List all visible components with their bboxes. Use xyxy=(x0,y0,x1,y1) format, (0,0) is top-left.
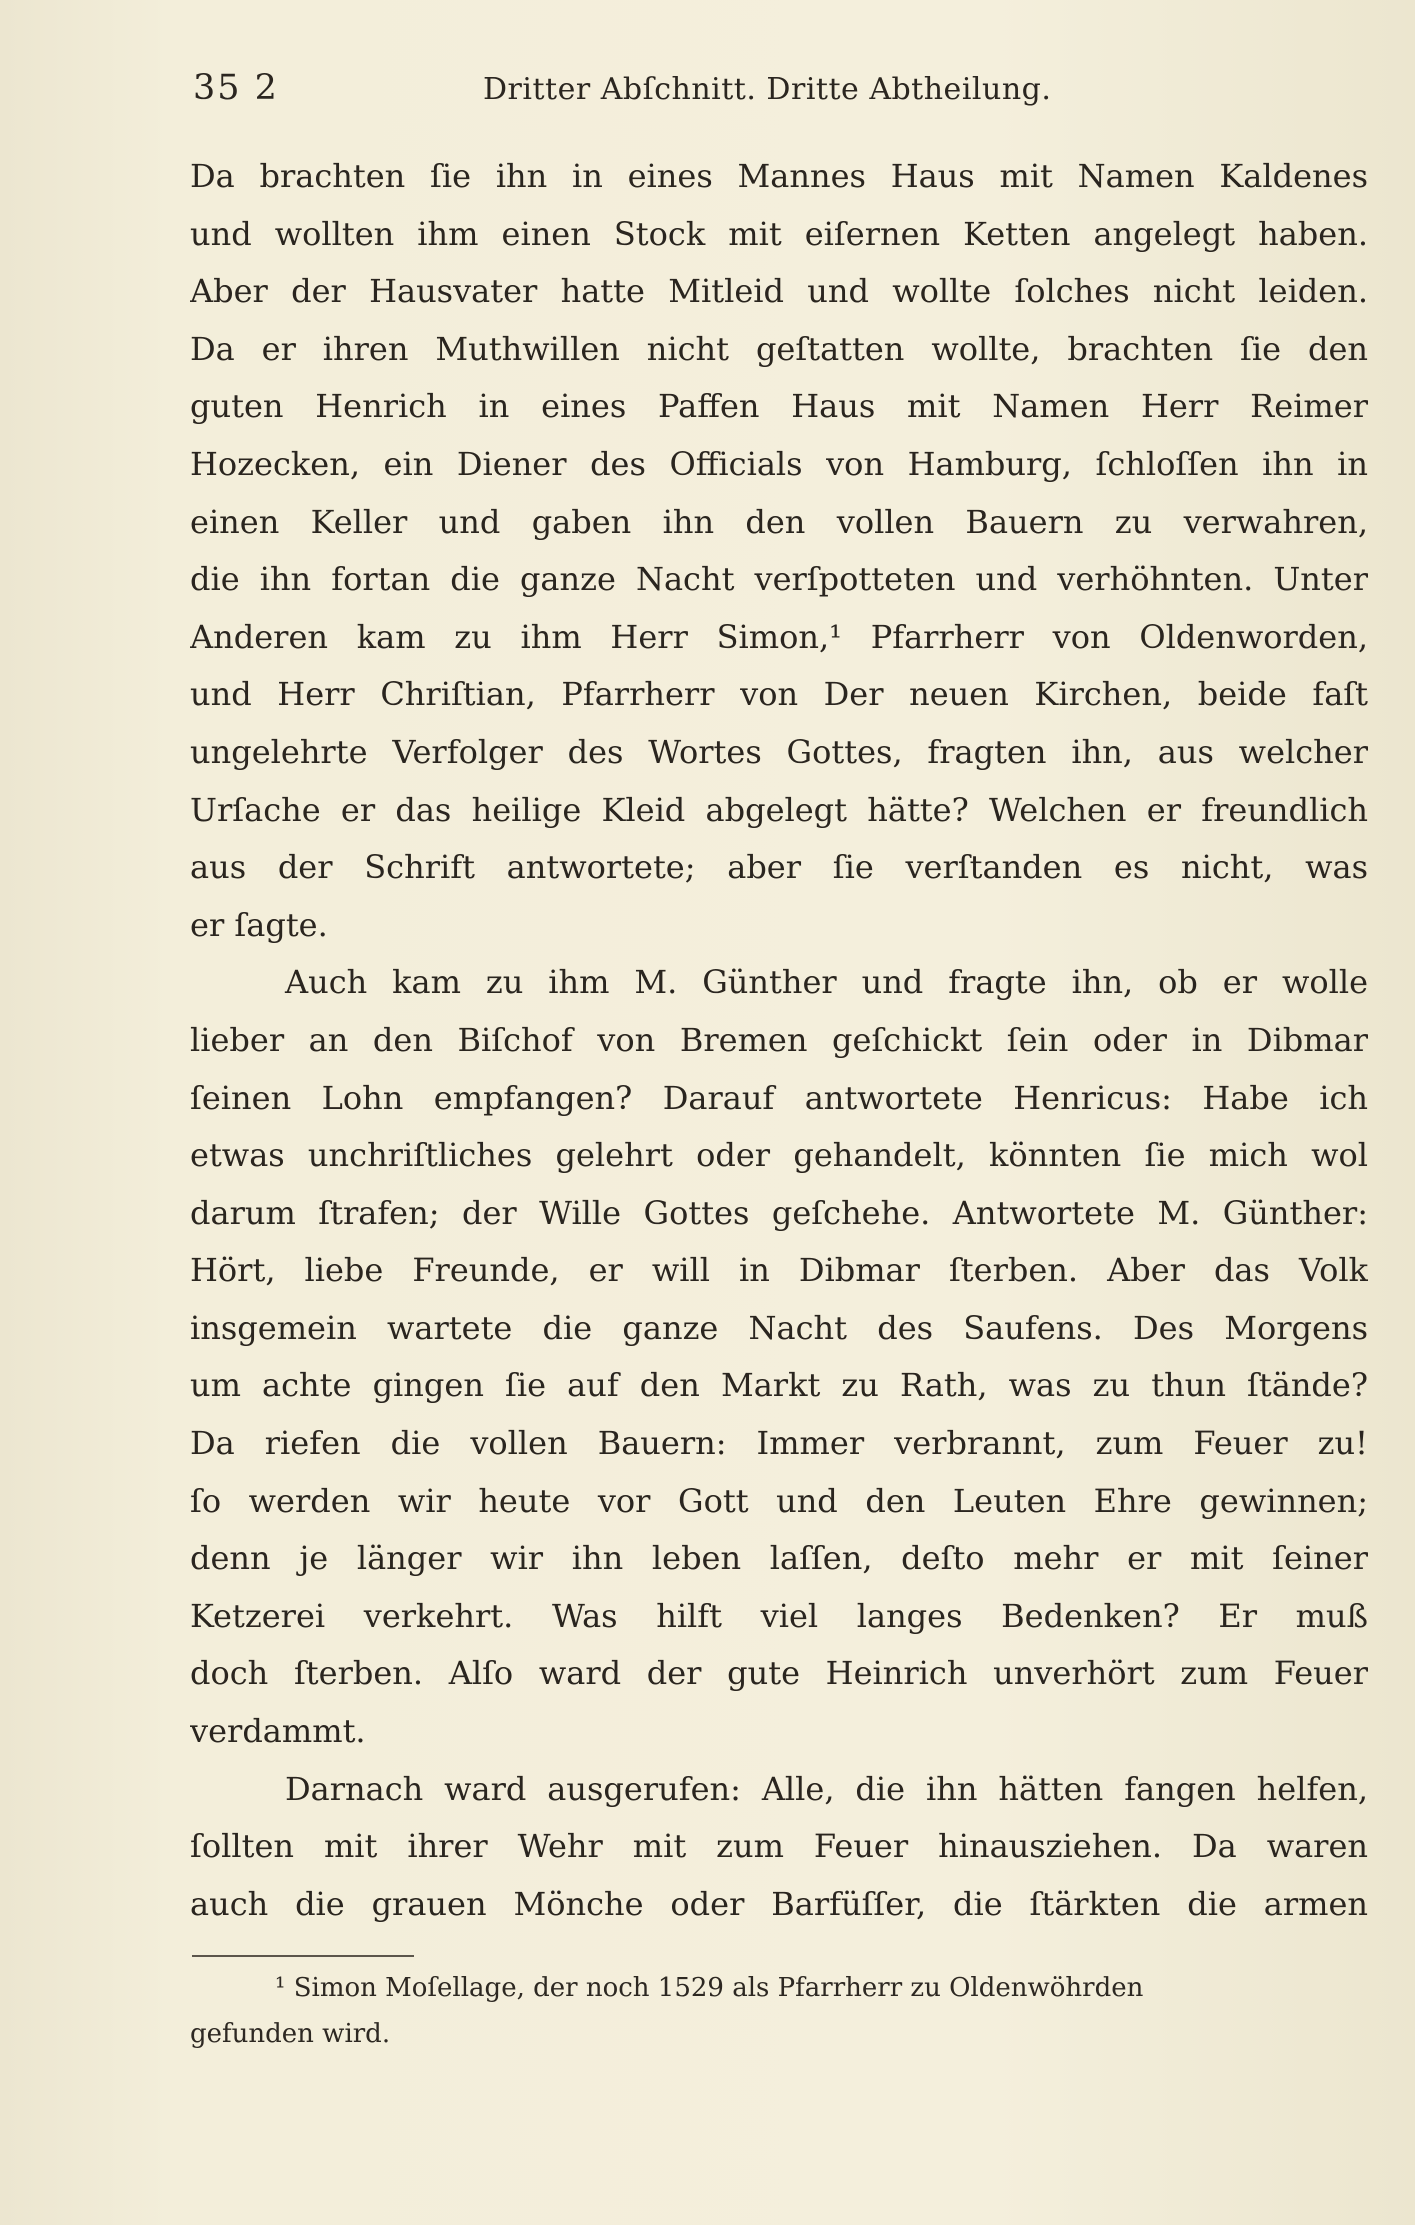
text-line: etwas unchriſtliches gelehrt oder gehandelt, könnten ſie mich wol xyxy=(190,1136,1368,1175)
text-line: Da er ihren Muthwillen nicht geſtatten wollte, brachten ſie den xyxy=(190,329,1368,368)
text-line: lieber an den Biſchof von Bremen geſchickt ſein oder in Dibmar xyxy=(190,1020,1368,1059)
text-line: aus der Schrift antwortete; aber ſie verſtanden es nicht, was xyxy=(190,848,1368,887)
text-line: Aber der Hausvater hatte Mitleid und wollte ſolches nicht leiden. xyxy=(190,272,1368,311)
text-line: und wollten ihm einen Stock mit eiſernen Ketten angelegt haben. xyxy=(190,214,1368,253)
text-line: die ihn fortan die ganze Nacht verſpotteten und verhöhnten. Unter xyxy=(190,560,1368,599)
text-line: einen Keller und gaben ihn den vollen Bauern zu verwahren, xyxy=(190,502,1368,541)
text-line: um achte gingen ſie auf den Markt zu Rath, was zu thun ſtände? xyxy=(190,1366,1368,1405)
running-head: Dritter Abſchnitt. Dritte Abtheilung. xyxy=(483,72,1052,107)
text-line: ſeinen Lohn empfangen? Darauf antwortete Henricus: Habe ich xyxy=(190,1078,1368,1117)
page-number: 35 2 xyxy=(193,68,279,108)
footnote-divider xyxy=(192,1955,414,1957)
text-line: Ketzerei verkehrt. Was hilft viel langes Bedenken? Er muß xyxy=(190,1596,1368,1635)
text-line: Da riefen die vollen Bauern: Immer verbrannt, zum Feuer zu! xyxy=(190,1424,1368,1463)
text-line: Hozecken, ein Diener des Officials von Hamburg, ſchloſſen ihn in xyxy=(190,444,1368,483)
text-line: Auch kam zu ihm M. Günther und fragte ihn, ob er wolle xyxy=(285,963,1368,1002)
text-line: ungelehrte Verfolger des Wortes Gottes, fragten ihn, aus welcher xyxy=(190,732,1368,771)
text-line: Darnach ward ausgerufen: Alle, die ihn hätten fangen helfen, xyxy=(285,1769,1368,1808)
text-line: insgemein wartete die ganze Nacht des Saufens. Des Morgens xyxy=(190,1308,1368,1347)
text-line: Da brachten ſie ihn in eines Mannes Haus mit Namen Kaldenes xyxy=(190,157,1368,195)
footnote xyxy=(190,1965,1385,2057)
text-line: darum ſtrafen; der Wille Gottes geſchehe. Antwortete M. Günther: xyxy=(190,1193,1368,1232)
text-line: doch ſterben. Alſo ward der gute Heinrich unverhört zum Feuer xyxy=(190,1654,1368,1693)
footnote-line: gefunden wird. xyxy=(190,2019,391,2049)
page-header xyxy=(193,68,1383,118)
text-line: verdammt. xyxy=(190,1712,366,1751)
text-line: und Herr Chriſtian, Pfarrherr von Der neuen Kirchen, beide faſt xyxy=(190,675,1368,714)
text-line: auch die grauen Mönche oder Barfüſſer, die ſtärkten die armen xyxy=(190,1884,1368,1923)
text-line: denn je länger wir ihn leben laſſen, deſto mehr er mit ſeiner xyxy=(190,1539,1368,1578)
text-line: guten Henrich in eines Paffen Haus mit Namen Herr Reimer xyxy=(190,387,1368,426)
text-line: ſollten mit ihrer Wehr mit zum Feuer hinausziehen. Da waren xyxy=(190,1827,1368,1866)
text-line: Hört, liebe Freunde, er will in Dibmar ſterben. Aber das Volk xyxy=(190,1251,1368,1290)
body-text xyxy=(190,148,1368,1933)
text-line: Urſache er das heilige Kleid abgelegt hätte? Welchen er freundlich xyxy=(190,790,1368,829)
text-line: ſo werden wir heute vor Gott und den Leuten Ehre gewinnen; xyxy=(190,1481,1368,1520)
footnote-line: ¹ Simon Moſellage, der noch 1529 als Pfarrherr zu Oldenwöhrden xyxy=(275,1973,1144,2003)
text-line: er ſagte. xyxy=(190,905,328,944)
text-line: Anderen kam zu ihm Herr Simon,¹ Pfarrherr von Oldenworden, xyxy=(190,617,1368,656)
